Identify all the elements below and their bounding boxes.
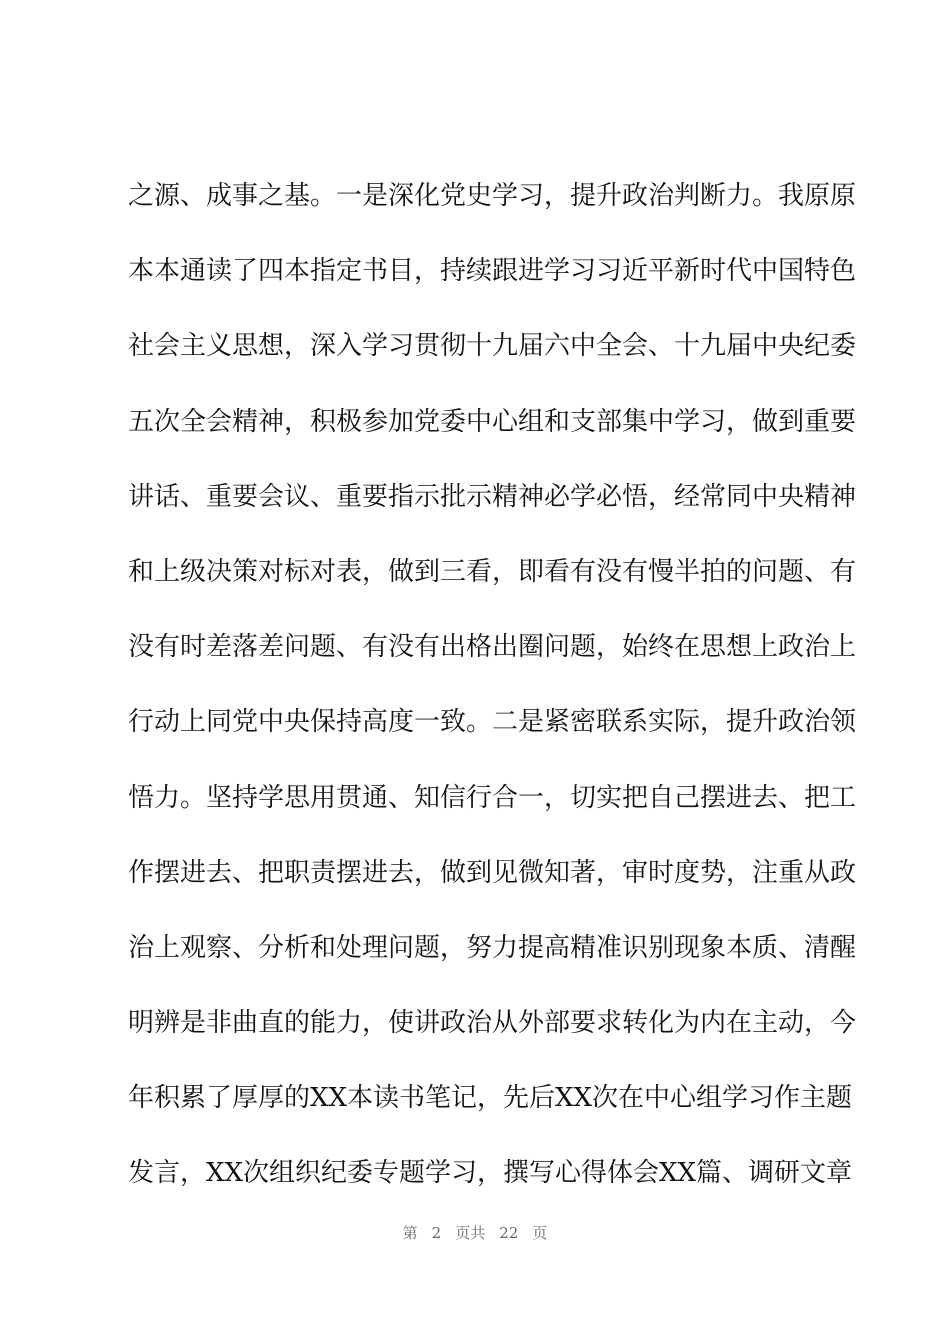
footer-prefix: 第 [402, 1224, 418, 1242]
text-line: 悟力。坚持学思用贯通、知信行合一，切实把自己摆进去、把工 [128, 782, 857, 813]
page-number: 2 [431, 1224, 442, 1242]
text-line: 五次全会精神，积极参加党委中心组和支部集中学习，做到重要 [128, 406, 857, 437]
text-line: 没有时差落差问题、有没有出格出圈问题，始终在思想上政治上 [128, 632, 857, 663]
total-pages: 22 [499, 1224, 519, 1242]
text-line: 明辨是非曲直的能力，使讲政治从外部要求转化为内在主动，今 [128, 1008, 857, 1039]
text-line: 讲话、重要会议、重要指示批示精神必学必悟，经常同中央精神 [128, 481, 857, 512]
footer-suffix: 页 [532, 1224, 548, 1242]
text-line: 之源、成事之基。一是深化党史学习，提升政治判断力。我原原 [128, 181, 857, 211]
body-text [128, 170, 857, 1223]
text-line: 治上观察、分析和处理问题，努力提高精准识别现象本质、清醒 [128, 932, 857, 963]
text-line: 作摆进去、把职责摆进去，做到见微知著，审时度势，注重从政 [128, 857, 857, 888]
text-line: 发言，XX次组织纪委专题学习，撰写心得体会XX篇、调研文章 [128, 1158, 853, 1189]
footer-middle: 页共 [455, 1224, 486, 1242]
text-line: 社会主义思想，深入学习贯彻十九届六中全会、十九届中央纪委 [128, 331, 857, 362]
text-line: 和上级决策对标对表，做到三看，即看有没有慢半拍的问题、有 [128, 556, 857, 587]
text-line: 本本通读了四本指定书目，持续跟进学习习近平新时代中国特色 [128, 256, 857, 287]
text-line: 年积累了厚厚的XX本读书笔记，先后XX次在中心组学习作主题 [128, 1083, 853, 1114]
text-line: 行动上同党中央保持高度一致。二是紧密联系实际，提升政治领 [128, 707, 857, 738]
page-footer [0, 1222, 950, 1243]
